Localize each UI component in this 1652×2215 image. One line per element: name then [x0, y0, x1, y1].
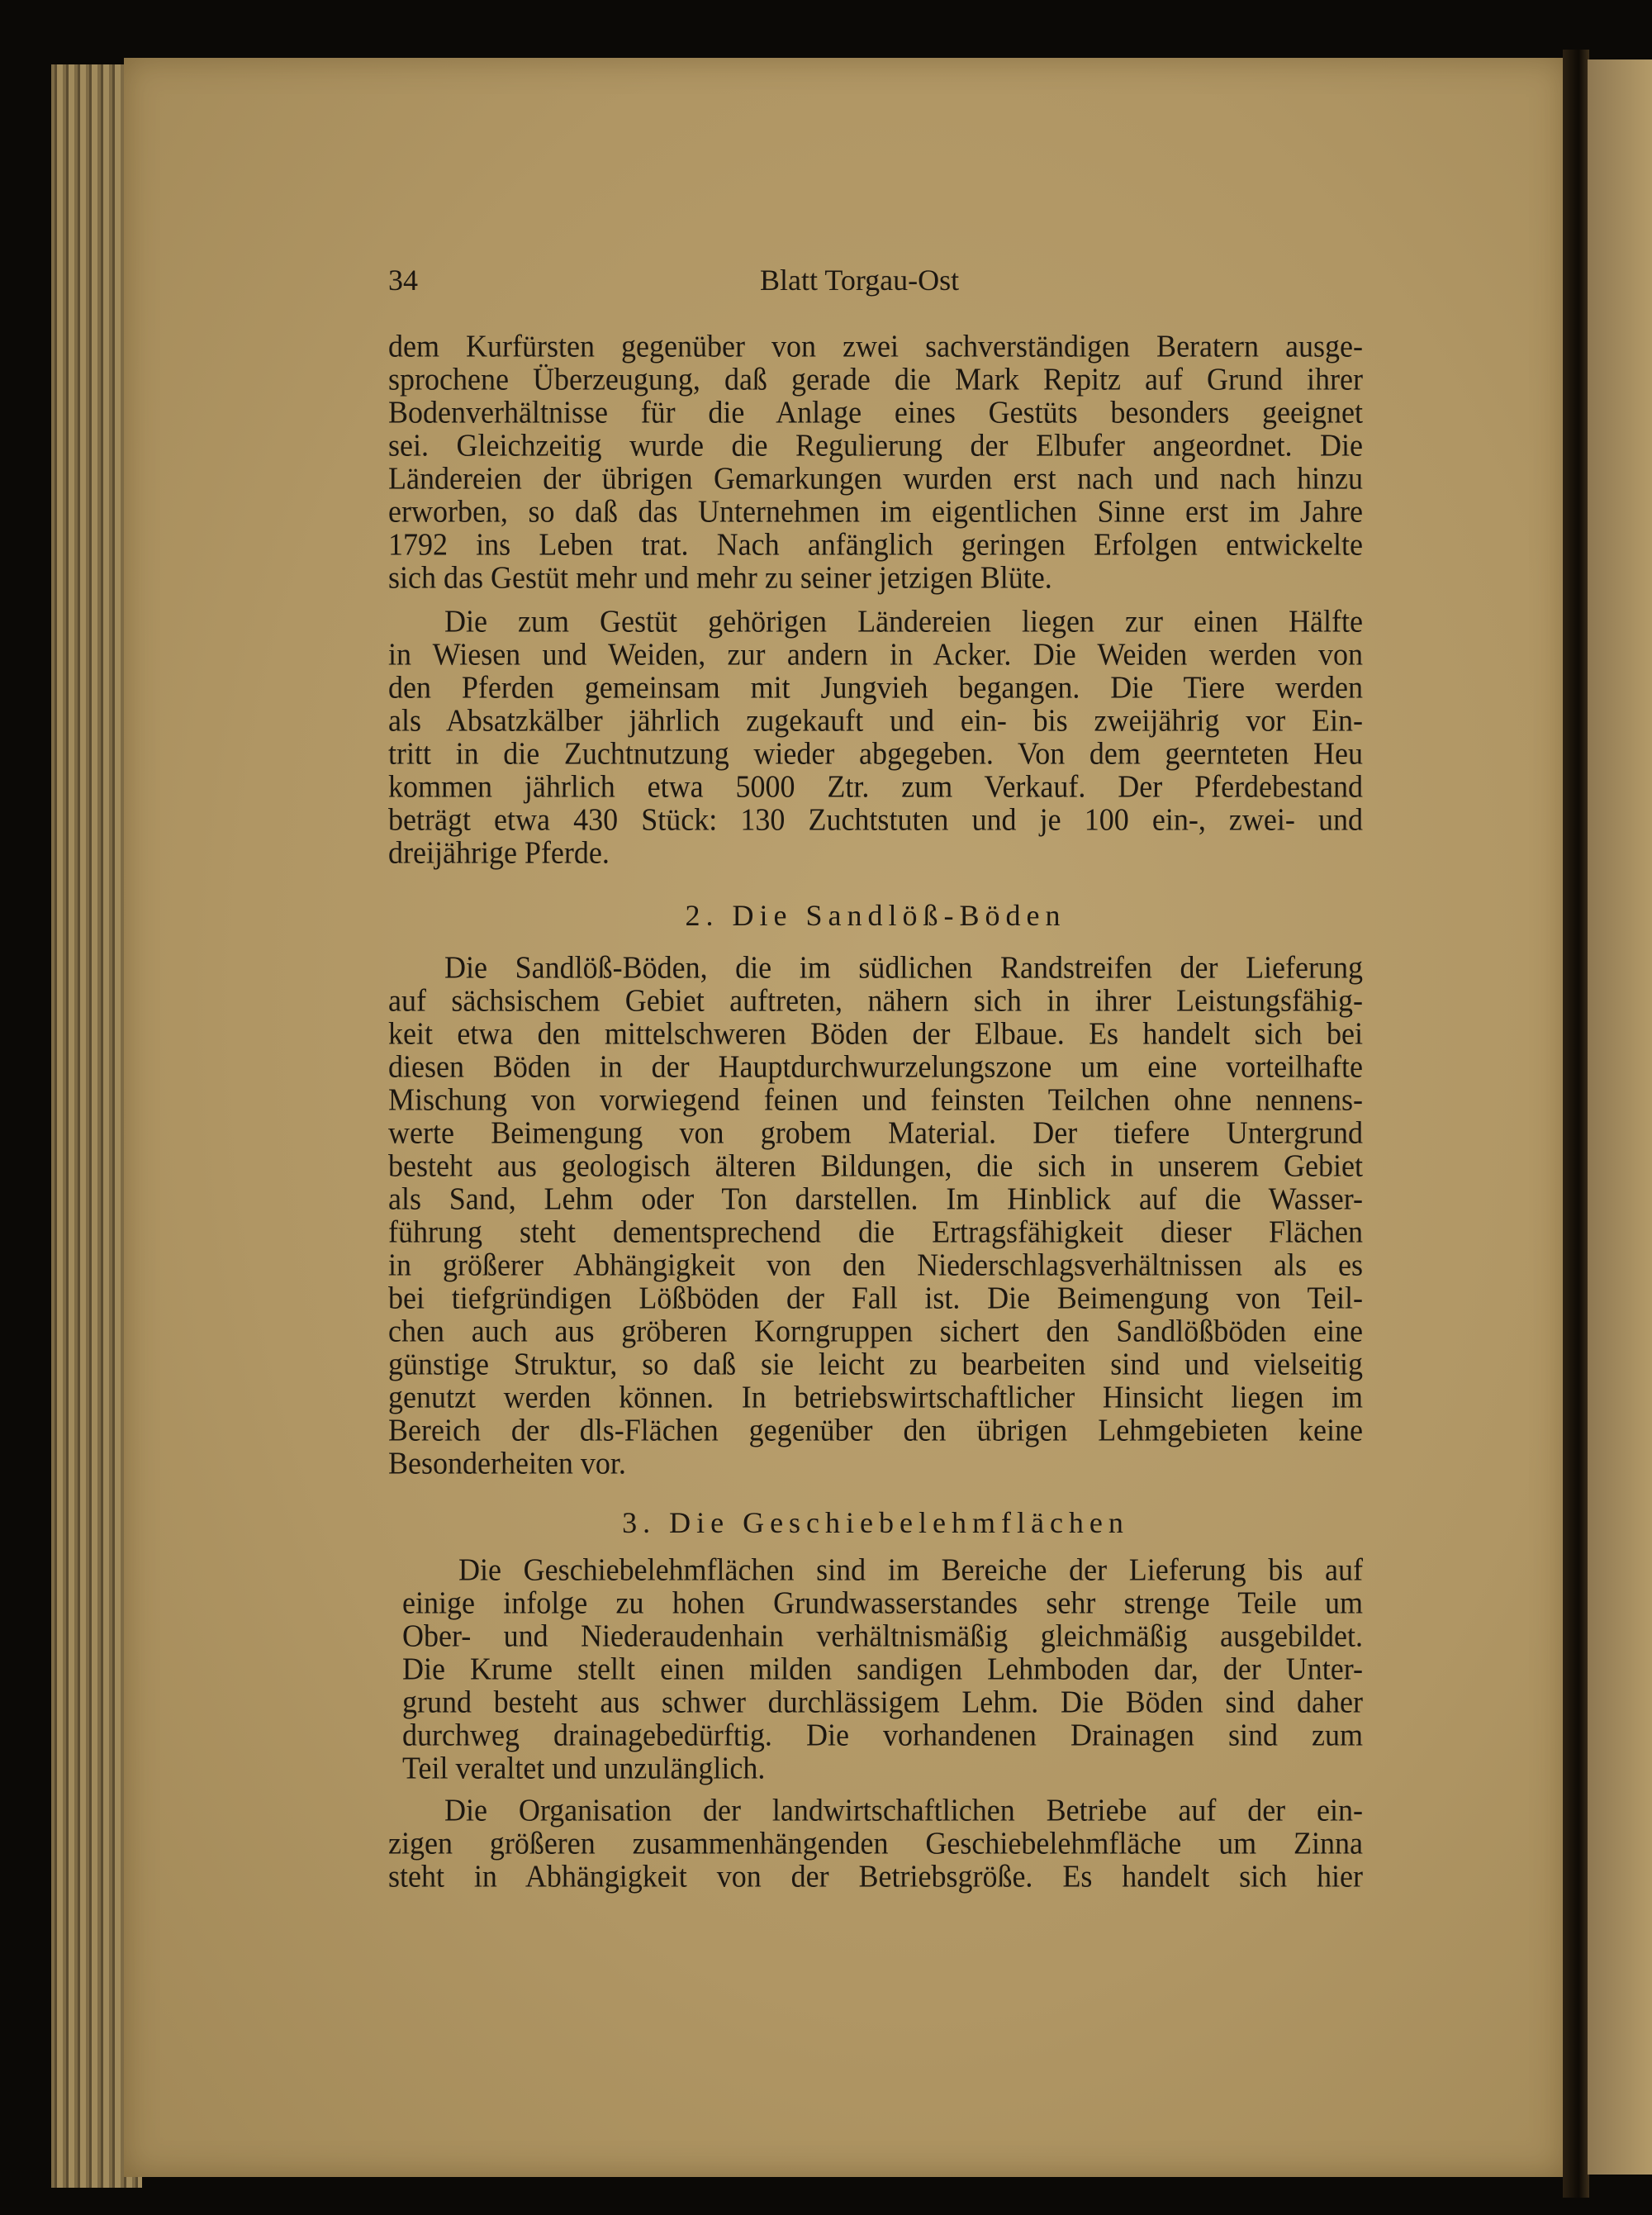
- text-line: Die Geschiebelehmflächen sind im Bereiche der Lieferung bis auf: [458, 1552, 1363, 1588]
- text-line: den Pferden gemeinsam mit Jungvieh begangen. Die Tiere werden: [388, 669, 1363, 706]
- page-number: 34: [388, 264, 418, 297]
- text-line: Die Krume stellt einen milden sandigen Lehmboden dar, der Unter-: [402, 1651, 1363, 1687]
- text-line: auf sächsischem Gebiet auftreten, nähern sich in ihrer Leistungsfähig-: [388, 982, 1363, 1019]
- adjacent-page-edge: [1588, 59, 1652, 2175]
- text-line: zigen größeren zusammenhängenden Geschiebelehmfläche um Zinna: [388, 1825, 1363, 1861]
- text-line: bei tiefgründigen Lößböden der Fall ist. Die Beimengung von Teil-: [388, 1280, 1363, 1316]
- text-line: einige infolge zu hohen Grundwasserstandes sehr strenge Teile um: [402, 1585, 1363, 1621]
- text-line: chen auch aus gröberen Korngruppen sichert den Sandlößböden eine: [388, 1313, 1363, 1349]
- running-title: Blatt Torgau-Ost: [760, 264, 960, 297]
- text-line: dreijährige Pferde.: [388, 834, 610, 871]
- text-line: Bereich der dls-Flächen gegenüber den übrigen Lehmgebieten keine: [388, 1412, 1363, 1448]
- text-line: Besonderheiten vor.: [388, 1445, 626, 1481]
- text-line: dem Kurfürsten gegenüber von zwei sachverständigen Beratern ausge-: [388, 328, 1363, 364]
- paragraph: [388, 951, 1363, 1480]
- text-line: als Absatzkälber jährlich zugekauft und ein- bis zweijährig vor Ein-: [388, 702, 1363, 739]
- text-line: Ober- und Niederaudenhain verhältnismäßig gleichmäßig ausgebildet.: [402, 1618, 1363, 1654]
- text-line: grund besteht aus schwer durchlässigem Lehm. Die Böden sind daher: [402, 1684, 1363, 1720]
- text-line: Bodenverhältnisse für die Anlage eines Gestüts besonders geeignet: [388, 394, 1363, 430]
- text-line: kommen jährlich etwa 5000 Ztr. zum Verkauf. Der Pferdebestand: [388, 768, 1363, 805]
- text-line: günstige Struktur, so daß sie leicht zu bearbeiten sind und vielseitig: [388, 1346, 1363, 1382]
- text-line: erworben, so daß das Unternehmen im eigentlichen Sinne erst im Jahre: [388, 493, 1363, 530]
- text-line: sich das Gestüt mehr und mehr zu seiner jetzigen Blüte.: [388, 559, 1052, 596]
- text-line: diesen Böden in der Hauptdurchwurzelungszone um eine vorteilhafte: [388, 1048, 1363, 1085]
- text-line: Teil veraltet und unzulänglich.: [402, 1750, 766, 1786]
- section-heading: 2. Die Sandlöß-Böden: [685, 899, 1066, 932]
- text-line: tritt in die Zuchtnutzung wieder abgegeben. Von dem geernteten Heu: [388, 735, 1363, 772]
- section-heading: 3. Die Geschiebelehmflächen: [622, 1506, 1129, 1539]
- text-line: werte Beimengung von grobem Material. Der tiefere Untergrund: [388, 1115, 1363, 1151]
- text-line: Ländereien der übrigen Gemarkungen wurden erst nach und nach hinzu: [388, 460, 1363, 497]
- text-line: in Wiesen und Weiden, zur andern in Acker. Die Weiden werden von: [388, 636, 1363, 673]
- text-line: beträgt etwa 430 Stück: 130 Zuchtstuten und je 100 ein-, zwei- und: [388, 801, 1363, 838]
- paragraph: [388, 605, 1363, 869]
- text-line: führung steht dementsprechend die Ertragsfähigkeit dieser Flächen: [388, 1214, 1363, 1250]
- paragraph: [388, 330, 1363, 594]
- paragraph: [388, 1794, 1363, 1893]
- text-line: 1792 ins Leben trat. Nach anfänglich geringen Erfolgen entwickelte: [388, 526, 1363, 563]
- text-line: sprochene Überzeugung, daß gerade die Mark Repitz auf Grund ihrer: [388, 361, 1363, 397]
- text-line: durchweg drainagebedürftig. Die vorhandenen Drainagen sind zum: [402, 1717, 1363, 1753]
- text-line: keit etwa den mittelschweren Böden der Elbaue. Es handelt sich bei: [388, 1015, 1363, 1052]
- text-line: steht in Abhängigkeit von der Betriebsgröße. Es handelt sich hier: [388, 1858, 1363, 1894]
- text-line: Mischung von vorwiegend feinen und feinsten Teilchen ohne nennens-: [388, 1081, 1363, 1118]
- text-line: Die zum Gestüt gehörigen Ländereien liegen zur einen Hälfte: [444, 603, 1363, 639]
- text-line: Die Organisation der landwirtschaftlichen Betriebe auf der ein-: [444, 1792, 1363, 1828]
- text-line: sei. Gleichzeitig wurde die Regulierung der Elbufer angeordnet. Die: [388, 427, 1363, 463]
- text-line: als Sand, Lehm oder Ton darstellen. Im Hinblick auf die Wasser-: [388, 1181, 1363, 1217]
- paragraph: [402, 1553, 1363, 1785]
- text-line: genutzt werden können. In betriebswirtschaftlicher Hinsicht liegen im: [388, 1379, 1363, 1415]
- text-line: in größerer Abhängigkeit von den Niederschlagsverhältnissen als es: [388, 1247, 1363, 1283]
- text-line: besteht aus geologisch älteren Bildungen, die sich in unserem Gebiet: [388, 1148, 1363, 1184]
- book-gutter-shadow: [1563, 50, 1589, 2198]
- text-line: Die Sandlöß-Böden, die im südlichen Randstreifen der Lieferung: [444, 949, 1363, 986]
